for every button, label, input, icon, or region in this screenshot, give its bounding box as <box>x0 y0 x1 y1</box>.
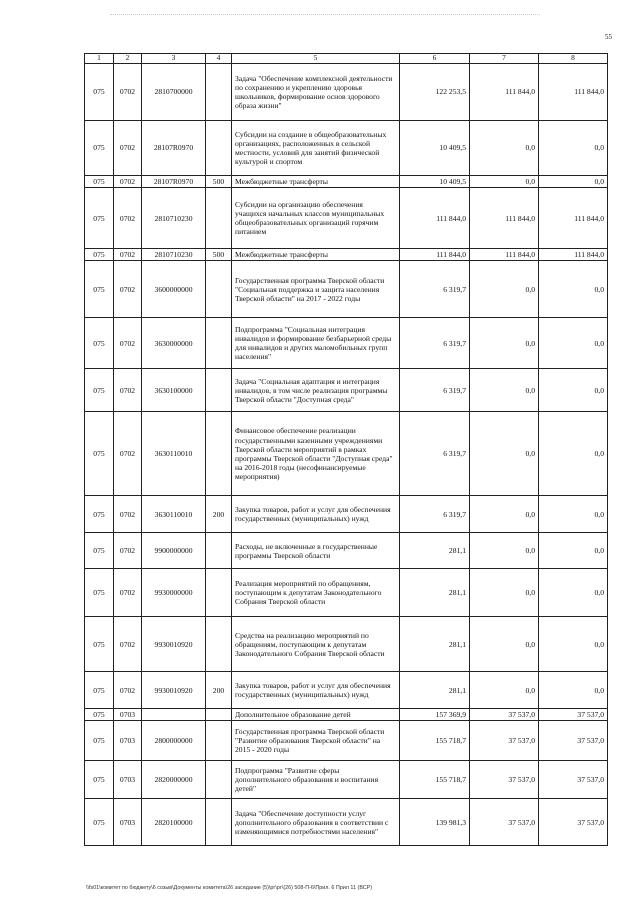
cell-section-code: 0702 <box>114 176 142 188</box>
cell-amount-2019: 37 537,0 <box>470 799 539 846</box>
cell-amount-2020: 0,0 <box>539 369 608 412</box>
cell-amount-2018: 6 319,7 <box>400 412 470 496</box>
cell-target-article: 9930010920 <box>142 672 206 709</box>
cell-amount-2018: 10 409,5 <box>400 176 470 188</box>
cell-expense-type <box>206 533 232 569</box>
cell-amount-2019: 0,0 <box>470 261 539 318</box>
cell-expense-type: 200 <box>206 496 232 533</box>
cell-amount-2018: 157 369,9 <box>400 709 470 721</box>
cell-description: Расходы, не включенные в государственные программы Тверской области <box>232 533 400 569</box>
cell-target-article: 9900000000 <box>142 533 206 569</box>
cell-amount-2020: 0,0 <box>539 261 608 318</box>
cell-expense-type <box>206 709 232 721</box>
table-row <box>85 709 608 721</box>
cell-amount-2019: 37 537,0 <box>470 709 539 721</box>
cell-section-code: 0702 <box>114 672 142 709</box>
cell-admin-code: 075 <box>85 249 114 261</box>
cell-section-code: 0702 <box>114 64 142 121</box>
table-row <box>85 261 608 318</box>
cell-amount-2018: 111 844,0 <box>400 188 470 249</box>
cell-amount-2020: 0,0 <box>539 318 608 369</box>
table-row <box>85 721 608 761</box>
cell-expense-type <box>206 261 232 318</box>
cell-expense-type <box>206 569 232 617</box>
cell-amount-2018: 155 718,7 <box>400 721 470 761</box>
cell-target-article: 3630110010 <box>142 412 206 496</box>
table-row <box>85 412 608 496</box>
cell-amount-2020: 37 537,0 <box>539 709 608 721</box>
cell-amount-2018: 281,1 <box>400 672 470 709</box>
cell-section-code: 0702 <box>114 318 142 369</box>
cell-section-code: 0702 <box>114 617 142 672</box>
cell-section-code: 0703 <box>114 721 142 761</box>
table-row <box>85 369 608 412</box>
cell-section-code: 0702 <box>114 249 142 261</box>
header-cell: 1 <box>85 54 114 64</box>
cell-admin-code: 075 <box>85 617 114 672</box>
cell-amount-2019: 0,0 <box>470 369 539 412</box>
cell-amount-2020: 111 844,0 <box>539 188 608 249</box>
cell-amount-2019: 111 844,0 <box>470 249 539 261</box>
cell-amount-2019: 37 537,0 <box>470 721 539 761</box>
cell-description: Реализация мероприятий по обращениям, поступающим к депутатам Законодательного Собрания Тверской области <box>232 569 400 617</box>
cell-target-article: 3630110010 <box>142 496 206 533</box>
cell-amount-2020: 37 537,0 <box>539 761 608 799</box>
cell-amount-2018: 111 844,0 <box>400 249 470 261</box>
cell-target-article: 2810710230 <box>142 188 206 249</box>
cell-expense-type: 500 <box>206 176 232 188</box>
page-number: 55 <box>605 33 612 41</box>
cell-section-code: 0702 <box>114 121 142 176</box>
cell-target-article: 2820000000 <box>142 761 206 799</box>
cell-amount-2020: 0,0 <box>539 412 608 496</box>
table-row <box>85 617 608 672</box>
table-row <box>85 533 608 569</box>
table-row <box>85 496 608 533</box>
cell-amount-2018: 139 981,3 <box>400 799 470 846</box>
cell-section-code: 0702 <box>114 569 142 617</box>
cell-admin-code: 075 <box>85 569 114 617</box>
cell-amount-2020: 37 537,0 <box>539 799 608 846</box>
cell-target-article: 9930010920 <box>142 617 206 672</box>
cell-expense-type: 200 <box>206 672 232 709</box>
cell-amount-2018: 281,1 <box>400 617 470 672</box>
cell-target-article: 2820100000 <box>142 799 206 846</box>
cell-target-article: 9930000000 <box>142 569 206 617</box>
cell-description: Закупка товаров, работ и услуг для обеспечения государственных (муниципальных) нужд <box>232 496 400 533</box>
cell-admin-code: 075 <box>85 188 114 249</box>
cell-description: Финансовое обеспечение реализации государственными казенными учреждениями Тверской области мероприятий в рамках программы Тверской области "Доступная среда" на 2016-2018 годы (несофинансируемые мероприятия) <box>232 412 400 496</box>
cell-target-article: 2800000000 <box>142 721 206 761</box>
cell-expense-type: 500 <box>206 249 232 261</box>
header-cell: 3 <box>142 54 206 64</box>
cell-admin-code: 075 <box>85 496 114 533</box>
header-cell: 2 <box>114 54 142 64</box>
cell-admin-code: 075 <box>85 761 114 799</box>
cell-amount-2020: 111 844,0 <box>539 249 608 261</box>
table-row <box>85 569 608 617</box>
cell-amount-2020: 0,0 <box>539 533 608 569</box>
scan-artifact-line <box>110 14 540 15</box>
cell-description: Дополнительное образование детей <box>232 709 400 721</box>
cell-amount-2019: 0,0 <box>470 496 539 533</box>
cell-admin-code: 075 <box>85 176 114 188</box>
cell-section-code: 0702 <box>114 533 142 569</box>
cell-amount-2020: 0,0 <box>539 176 608 188</box>
cell-amount-2019: 37 537,0 <box>470 761 539 799</box>
cell-amount-2019: 111 844,0 <box>470 188 539 249</box>
cell-admin-code: 075 <box>85 318 114 369</box>
table-row <box>85 188 608 249</box>
cell-amount-2020: 37 537,0 <box>539 721 608 761</box>
cell-expense-type <box>206 369 232 412</box>
budget-table <box>84 53 608 846</box>
cell-target-article: 2810700000 <box>142 64 206 121</box>
cell-target-article: 2810710230 <box>142 249 206 261</box>
table-row <box>85 799 608 846</box>
cell-amount-2019: 0,0 <box>470 176 539 188</box>
cell-expense-type <box>206 64 232 121</box>
cell-amount-2019: 111 844,0 <box>470 64 539 121</box>
header-row <box>85 54 608 64</box>
cell-expense-type <box>206 121 232 176</box>
cell-section-code: 0702 <box>114 496 142 533</box>
cell-section-code: 0703 <box>114 709 142 721</box>
cell-description: Задача "Социальная адаптация и интеграция инвалидов, в том числе реализация программы Тверской области "Доступная среда" <box>232 369 400 412</box>
cell-amount-2018: 6 319,7 <box>400 261 470 318</box>
cell-target-article <box>142 709 206 721</box>
cell-amount-2018: 281,1 <box>400 533 470 569</box>
cell-amount-2019: 0,0 <box>470 121 539 176</box>
header-cell: 6 <box>400 54 470 64</box>
cell-admin-code: 075 <box>85 121 114 176</box>
cell-description: Субсидии на создание в общеобразовательных организациях, расположенных в сельской местности, условий для занятий физической культурой и спортом <box>232 121 400 176</box>
table-row <box>85 121 608 176</box>
cell-section-code: 0702 <box>114 369 142 412</box>
cell-amount-2019: 0,0 <box>470 533 539 569</box>
cell-expense-type <box>206 721 232 761</box>
cell-amount-2020: 0,0 <box>539 121 608 176</box>
table-row <box>85 318 608 369</box>
cell-description: Государственная программа Тверской области "Социальная поддержка и защита населения Тверской области" на 2017 - 2022 годы <box>232 261 400 318</box>
cell-amount-2020: 0,0 <box>539 569 608 617</box>
table-row <box>85 249 608 261</box>
cell-admin-code: 075 <box>85 412 114 496</box>
table-row <box>85 761 608 799</box>
header-cell: 4 <box>206 54 232 64</box>
cell-amount-2020: 0,0 <box>539 496 608 533</box>
cell-amount-2019: 0,0 <box>470 617 539 672</box>
cell-amount-2020: 111 844,0 <box>539 64 608 121</box>
cell-section-code: 0703 <box>114 761 142 799</box>
cell-amount-2018: 155 718,7 <box>400 761 470 799</box>
cell-amount-2019: 0,0 <box>470 412 539 496</box>
cell-expense-type <box>206 617 232 672</box>
cell-admin-code: 075 <box>85 369 114 412</box>
table-row <box>85 672 608 709</box>
cell-target-article: 28107R0970 <box>142 121 206 176</box>
cell-expense-type <box>206 761 232 799</box>
table-row <box>85 64 608 121</box>
cell-description: Задача "Обеспечение комплексной деятельности по сохранению и укреплению здоровья школьников, формирование основ здорового образа жизни" <box>232 64 400 121</box>
cell-amount-2018: 122 253,5 <box>400 64 470 121</box>
cell-admin-code: 075 <box>85 709 114 721</box>
table-row <box>85 176 608 188</box>
cell-admin-code: 075 <box>85 533 114 569</box>
cell-admin-code: 075 <box>85 261 114 318</box>
cell-target-article: 3630000000 <box>142 318 206 369</box>
cell-description: Подпрограмма "Развитие сферы дополнительного образования и воспитания детей" <box>232 761 400 799</box>
cell-expense-type <box>206 412 232 496</box>
cell-expense-type <box>206 799 232 846</box>
cell-description: Задача "Обеспечение доступности услуг дополнительного образования в соответствии с изменяющимися потребностями населения" <box>232 799 400 846</box>
cell-amount-2020: 0,0 <box>539 617 608 672</box>
cell-amount-2018: 281,1 <box>400 569 470 617</box>
cell-amount-2018: 10 409,5 <box>400 121 470 176</box>
header-cell: 5 <box>232 54 400 64</box>
cell-amount-2018: 6 319,7 <box>400 496 470 533</box>
cell-description: Государственная программа Тверской области "Развитие образования Тверской области" на 2015 - 2020 годы <box>232 721 400 761</box>
cell-section-code: 0702 <box>114 188 142 249</box>
cell-section-code: 0702 <box>114 412 142 496</box>
cell-amount-2018: 6 319,7 <box>400 369 470 412</box>
cell-amount-2019: 0,0 <box>470 672 539 709</box>
cell-target-article: 28107R0970 <box>142 176 206 188</box>
cell-description: Подпрограмма "Социальная интеграция инвалидов и формирование безбарьерной среды для инвалидов и других маломобильных групп населения" <box>232 318 400 369</box>
header-cell: 8 <box>539 54 608 64</box>
footer-file-path: \\fs01\комитет по бюджету\6 созыв\Документы комитета\26 заседание (5)\рг\рг\(26) 508-П-6\Прил. 6 Прил 11 (ВСР) <box>86 885 373 891</box>
cell-section-code: 0702 <box>114 261 142 318</box>
cell-section-code: 0703 <box>114 799 142 846</box>
cell-expense-type <box>206 188 232 249</box>
cell-description: Закупка товаров, работ и услуг для обеспечения государственных (муниципальных) нужд <box>232 672 400 709</box>
cell-target-article: 3600000000 <box>142 261 206 318</box>
header-cell: 7 <box>470 54 539 64</box>
cell-expense-type <box>206 318 232 369</box>
cell-admin-code: 075 <box>85 64 114 121</box>
cell-description: Средства на реализацию мероприятий по обращениям, поступающим к депутатам Законодательного Собрания Тверской области <box>232 617 400 672</box>
cell-target-article: 3630100000 <box>142 369 206 412</box>
cell-admin-code: 075 <box>85 721 114 761</box>
cell-admin-code: 075 <box>85 799 114 846</box>
cell-amount-2018: 6 319,7 <box>400 318 470 369</box>
cell-admin-code: 075 <box>85 672 114 709</box>
cell-amount-2020: 0,0 <box>539 672 608 709</box>
cell-amount-2019: 0,0 <box>470 318 539 369</box>
cell-description: Субсидии на организацию обеспечения учащихся начальных классов муниципальных общеобразовательных организаций горячим питанием <box>232 188 400 249</box>
cell-description: Межбюджетные трансферты <box>232 176 400 188</box>
cell-description: Межбюджетные трансферты <box>232 249 400 261</box>
cell-amount-2019: 0,0 <box>470 569 539 617</box>
